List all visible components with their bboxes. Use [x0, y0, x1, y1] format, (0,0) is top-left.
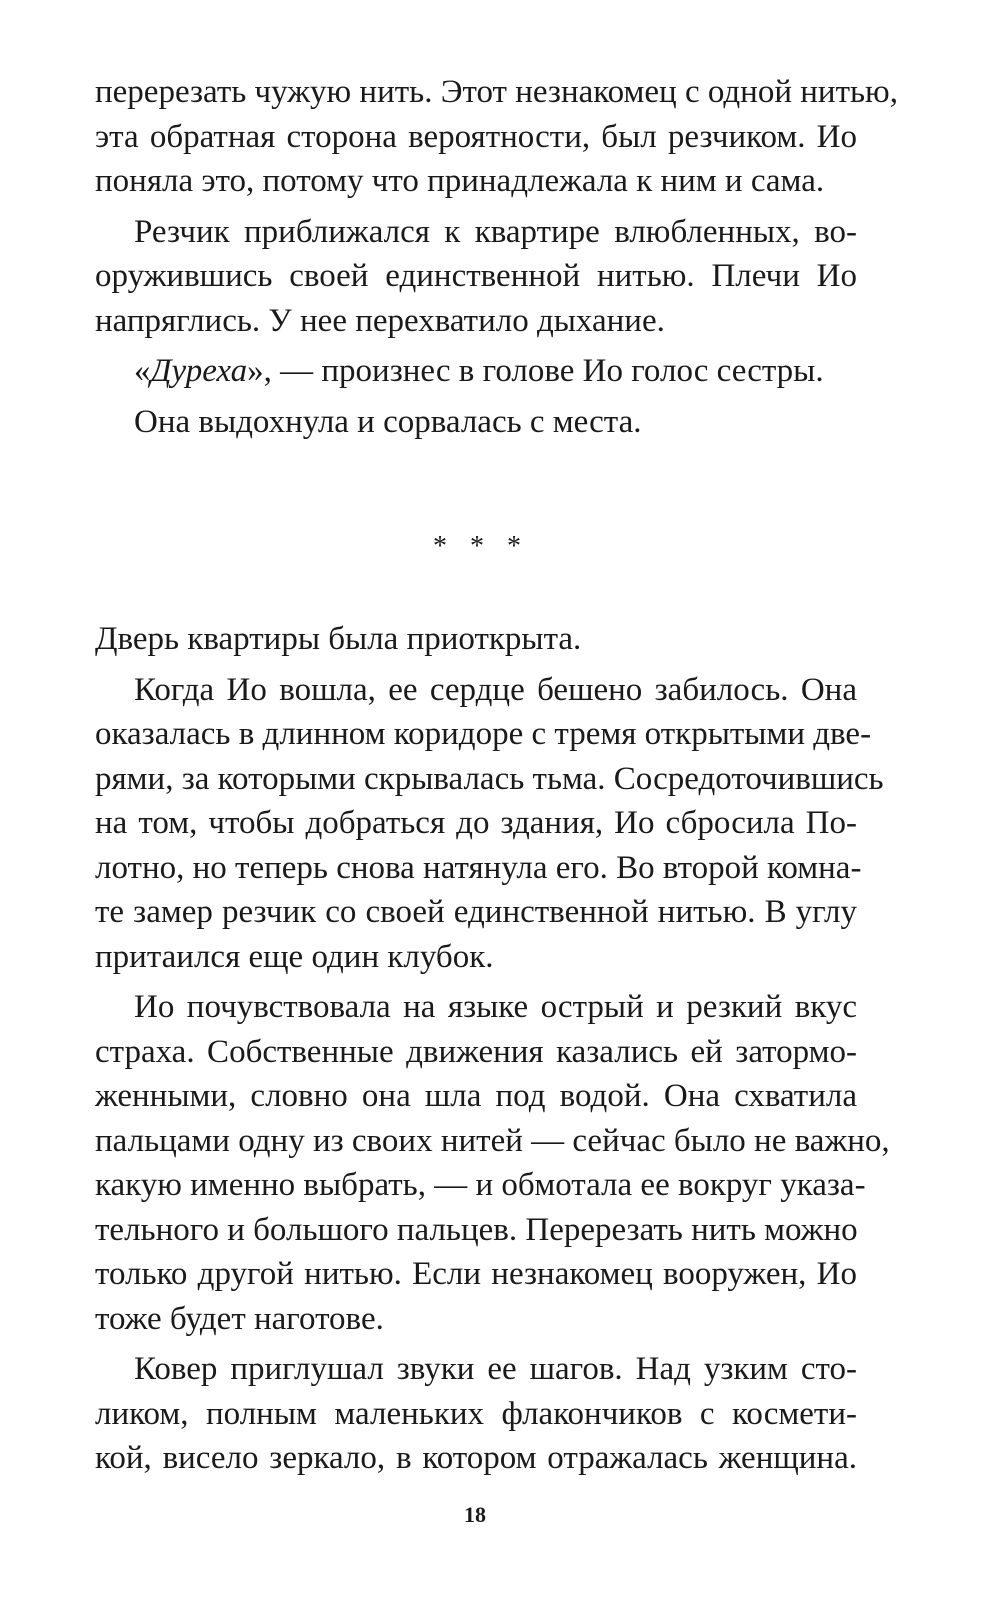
paragraph — [95, 70, 898, 204]
text-line: какую именно выбрать, — и обмотала ее вокруг указа- — [95, 1167, 866, 1203]
text-line: Резчик приближался к квартире влюбленных, во- — [134, 213, 857, 250]
italic-word: Дуреха — [150, 353, 248, 389]
paragraph — [95, 985, 890, 1341]
text-line: рями, за которыми скрывалась тьма. Сосредоточившись — [95, 760, 884, 797]
text-line: кой, висело зеркало, в котором отражалась женщина. — [95, 1440, 857, 1476]
text-line: лотно, но теперь снова натянула его. Во второй комна- — [95, 849, 862, 886]
quote-open: « — [134, 353, 151, 389]
paragraph — [95, 349, 857, 394]
text-line: притаился еще один клубок. — [95, 938, 494, 975]
text-line: Ковер приглушал звуки ее шагов. Над узким сто- — [134, 1351, 857, 1387]
text-line — [95, 349, 857, 394]
text-line: тоже будет наготове. — [95, 1300, 384, 1337]
text-line: Когда Ио вошла, ее сердце бешено забилось. Она — [134, 671, 857, 708]
text-line: перерезать чужую нить. Этот незнакомец с одной нитью, — [95, 74, 898, 110]
text-line: Ио почувствовала на языке острый и резкий вкус — [134, 989, 857, 1025]
text-line: страха. Собственные движения казались ей затормо- — [95, 1033, 857, 1070]
section-separator: * * * — [433, 531, 529, 562]
paragraph — [95, 617, 857, 662]
text-line: Она выдохнула и сорвалась с места. — [134, 403, 642, 440]
paragraph — [95, 668, 884, 980]
text-line: те замер резчик со своей единственной нитью. В углу — [95, 894, 857, 930]
paragraph — [95, 400, 857, 445]
text-line: на том, чтобы добраться до здания, Ио сбросила По- — [95, 805, 857, 841]
text-line: эта обратная сторона вероятности, был резчиком. Ио — [95, 118, 857, 155]
text-line: Дверь квартиры была приоткрыта. — [95, 621, 582, 657]
text-line: напряглись. У нее перехватило дыхание. — [95, 302, 665, 339]
quote-rest: », — произнес в голове Ио голос сестры. — [247, 353, 824, 389]
text-line: тельного и большого пальцев. Перерезать нить можно — [95, 1211, 858, 1248]
paragraph — [95, 210, 857, 344]
paragraph — [95, 1347, 857, 1481]
text-line: поняла это, потому что принадлежала к ним и сама. — [95, 163, 825, 199]
text-line: пальцами одну из своих нитей — сейчас было не важно, — [95, 1122, 890, 1159]
text-line: оружившись своей единственной нитью. Плечи Ио — [95, 258, 857, 294]
text-line: только другой нитью. Если незнакомец вооружен, Ио — [95, 1256, 857, 1292]
page-number: 18 — [464, 1502, 486, 1527]
page-body — [95, 70, 898, 1481]
text-line: ликом, полным маленьких флакончиков с космети- — [95, 1395, 857, 1432]
text-line: оказалась в длинном коридоре с тремя открытыми две- — [95, 716, 872, 752]
text-line: женными, словно она шла под водой. Она схватила — [95, 1078, 857, 1114]
